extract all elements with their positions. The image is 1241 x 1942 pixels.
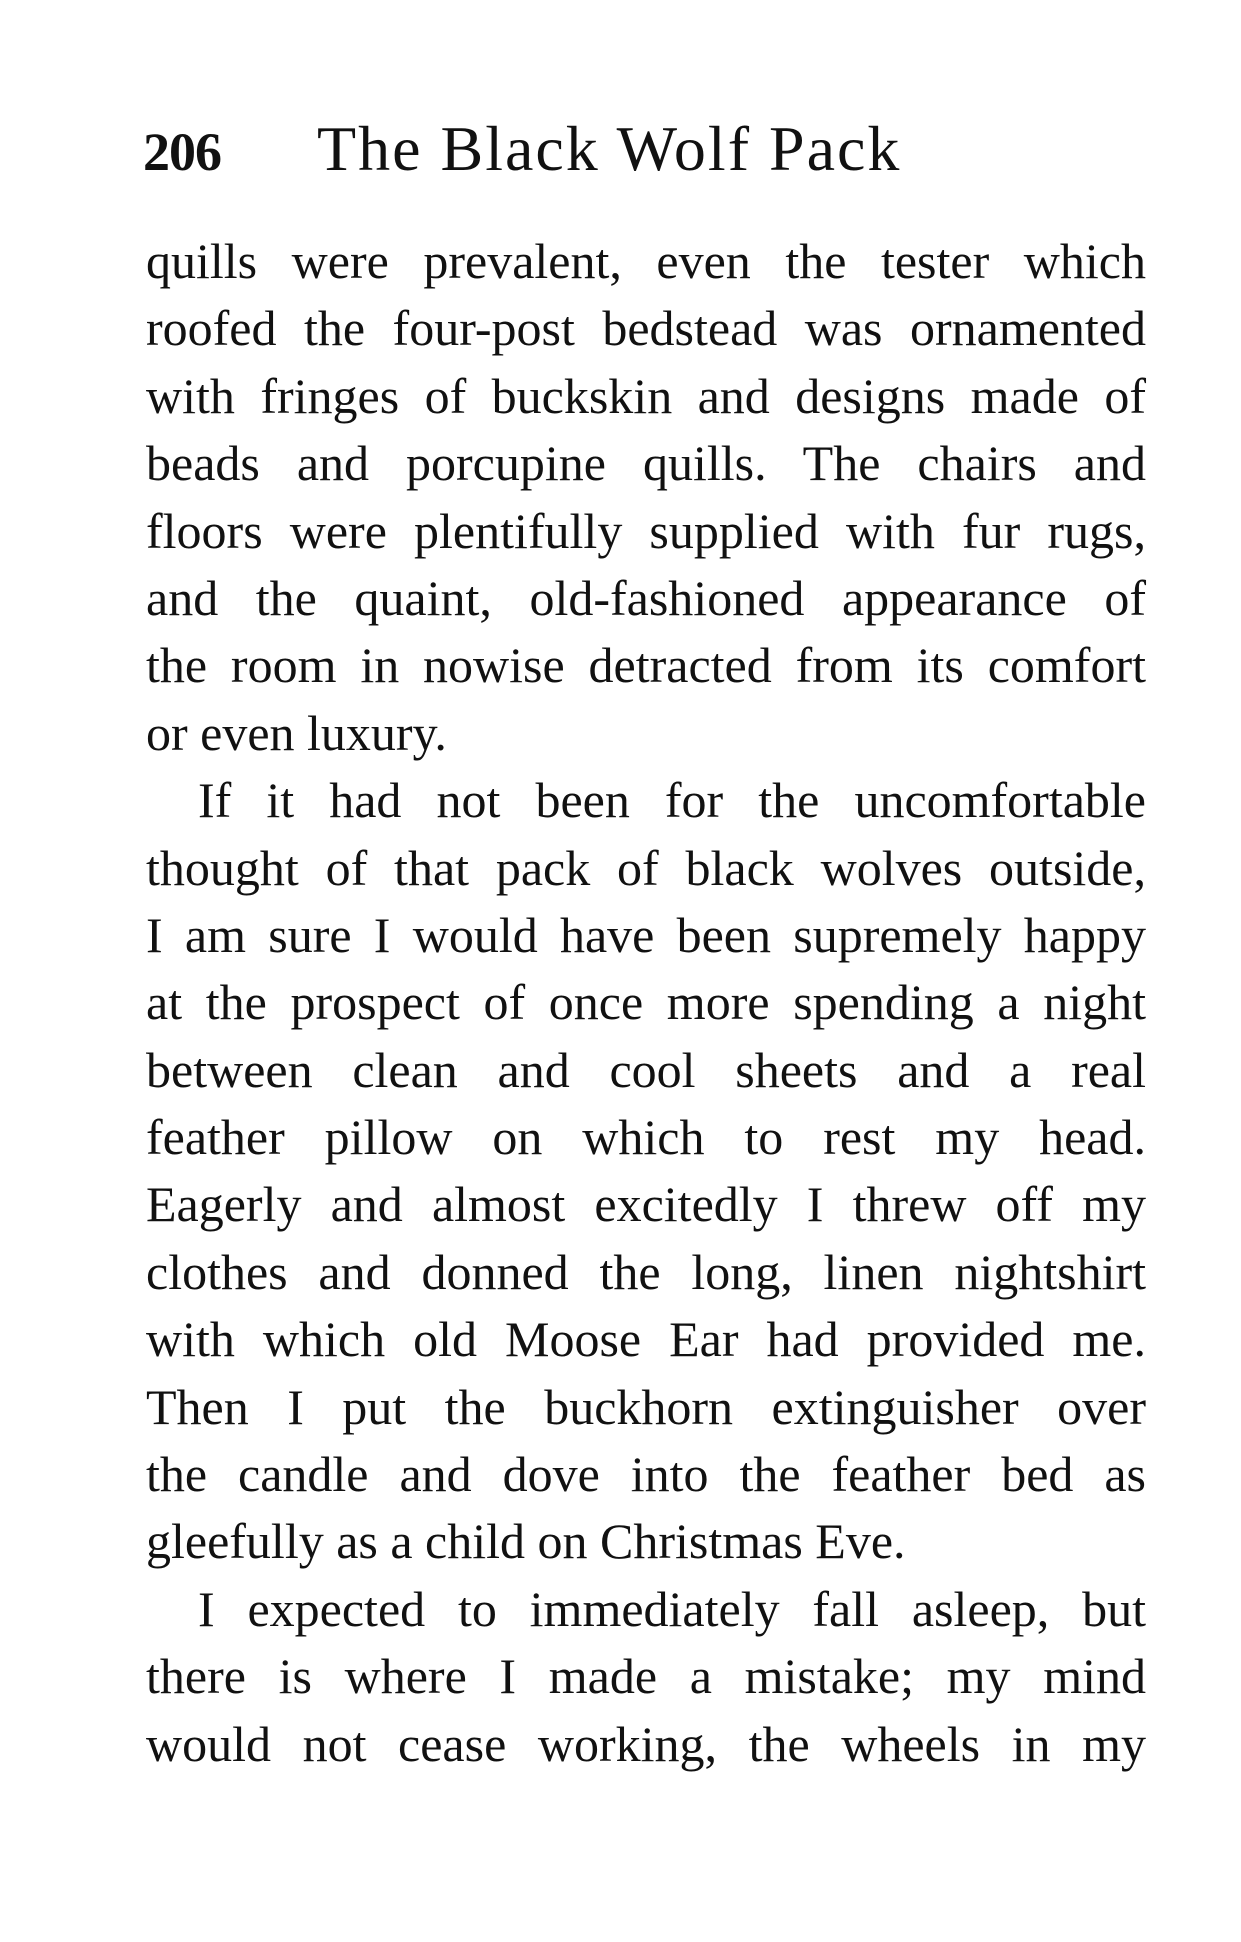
text-line: the room in nowise detracted from its comfort [146, 637, 1146, 694]
text-line: with fringes of buckskin and designs made of [146, 367, 1146, 424]
text-line: clothes and donned the long, linen nightshirt [146, 1243, 1146, 1300]
text-line: the candle and dove into the feather bed as [146, 1446, 1146, 1503]
text-line: between clean and cool sheets and a real [146, 1041, 1146, 1098]
text-line: floors were plentifully supplied with fur rugs, [146, 502, 1146, 559]
text-line: with which old Moose Ear had provided me. [146, 1311, 1146, 1368]
text-line: Then I put the buckhorn extinguisher over [146, 1378, 1146, 1435]
text-line: would not cease working, the wheels in my [146, 1715, 1146, 1772]
text-line: thought of that pack of black wolves outside, [146, 839, 1146, 896]
text-line: If it had not been for the uncomfortable [198, 772, 1146, 829]
paragraph [146, 1576, 1146, 1778]
text-line: or even luxury. [146, 704, 447, 761]
paragraph [146, 228, 1146, 767]
text-line: roofed the four-post bedstead was ornamented [146, 300, 1146, 357]
text-line: Eagerly and almost excitedly I threw off my [146, 1176, 1146, 1233]
text-line: there is where I made a mistake; my mind [146, 1648, 1146, 1705]
body-text [146, 228, 1146, 1778]
text-line: I am sure I would have been supremely happy [146, 906, 1146, 963]
text-line: quills were prevalent, even the tester which [146, 233, 1146, 289]
text-line: and the quaint, old-fashioned appearance of [146, 569, 1146, 626]
page-number: 206 [143, 122, 221, 182]
text-line: gleefully as a child on Christmas Eve. [146, 1513, 906, 1570]
running-header [143, 112, 901, 192]
text-line: beads and porcupine quills. The chairs and [146, 435, 1146, 492]
text-line: at the prospect of once more spending a night [146, 974, 1146, 1031]
text-line: feather pillow on which to rest my head. [146, 1109, 1146, 1166]
text-line: I expected to immediately fall asleep, but [198, 1580, 1146, 1637]
running-title: The Black Wolf Pack [317, 113, 902, 184]
paragraph [146, 767, 1146, 1576]
